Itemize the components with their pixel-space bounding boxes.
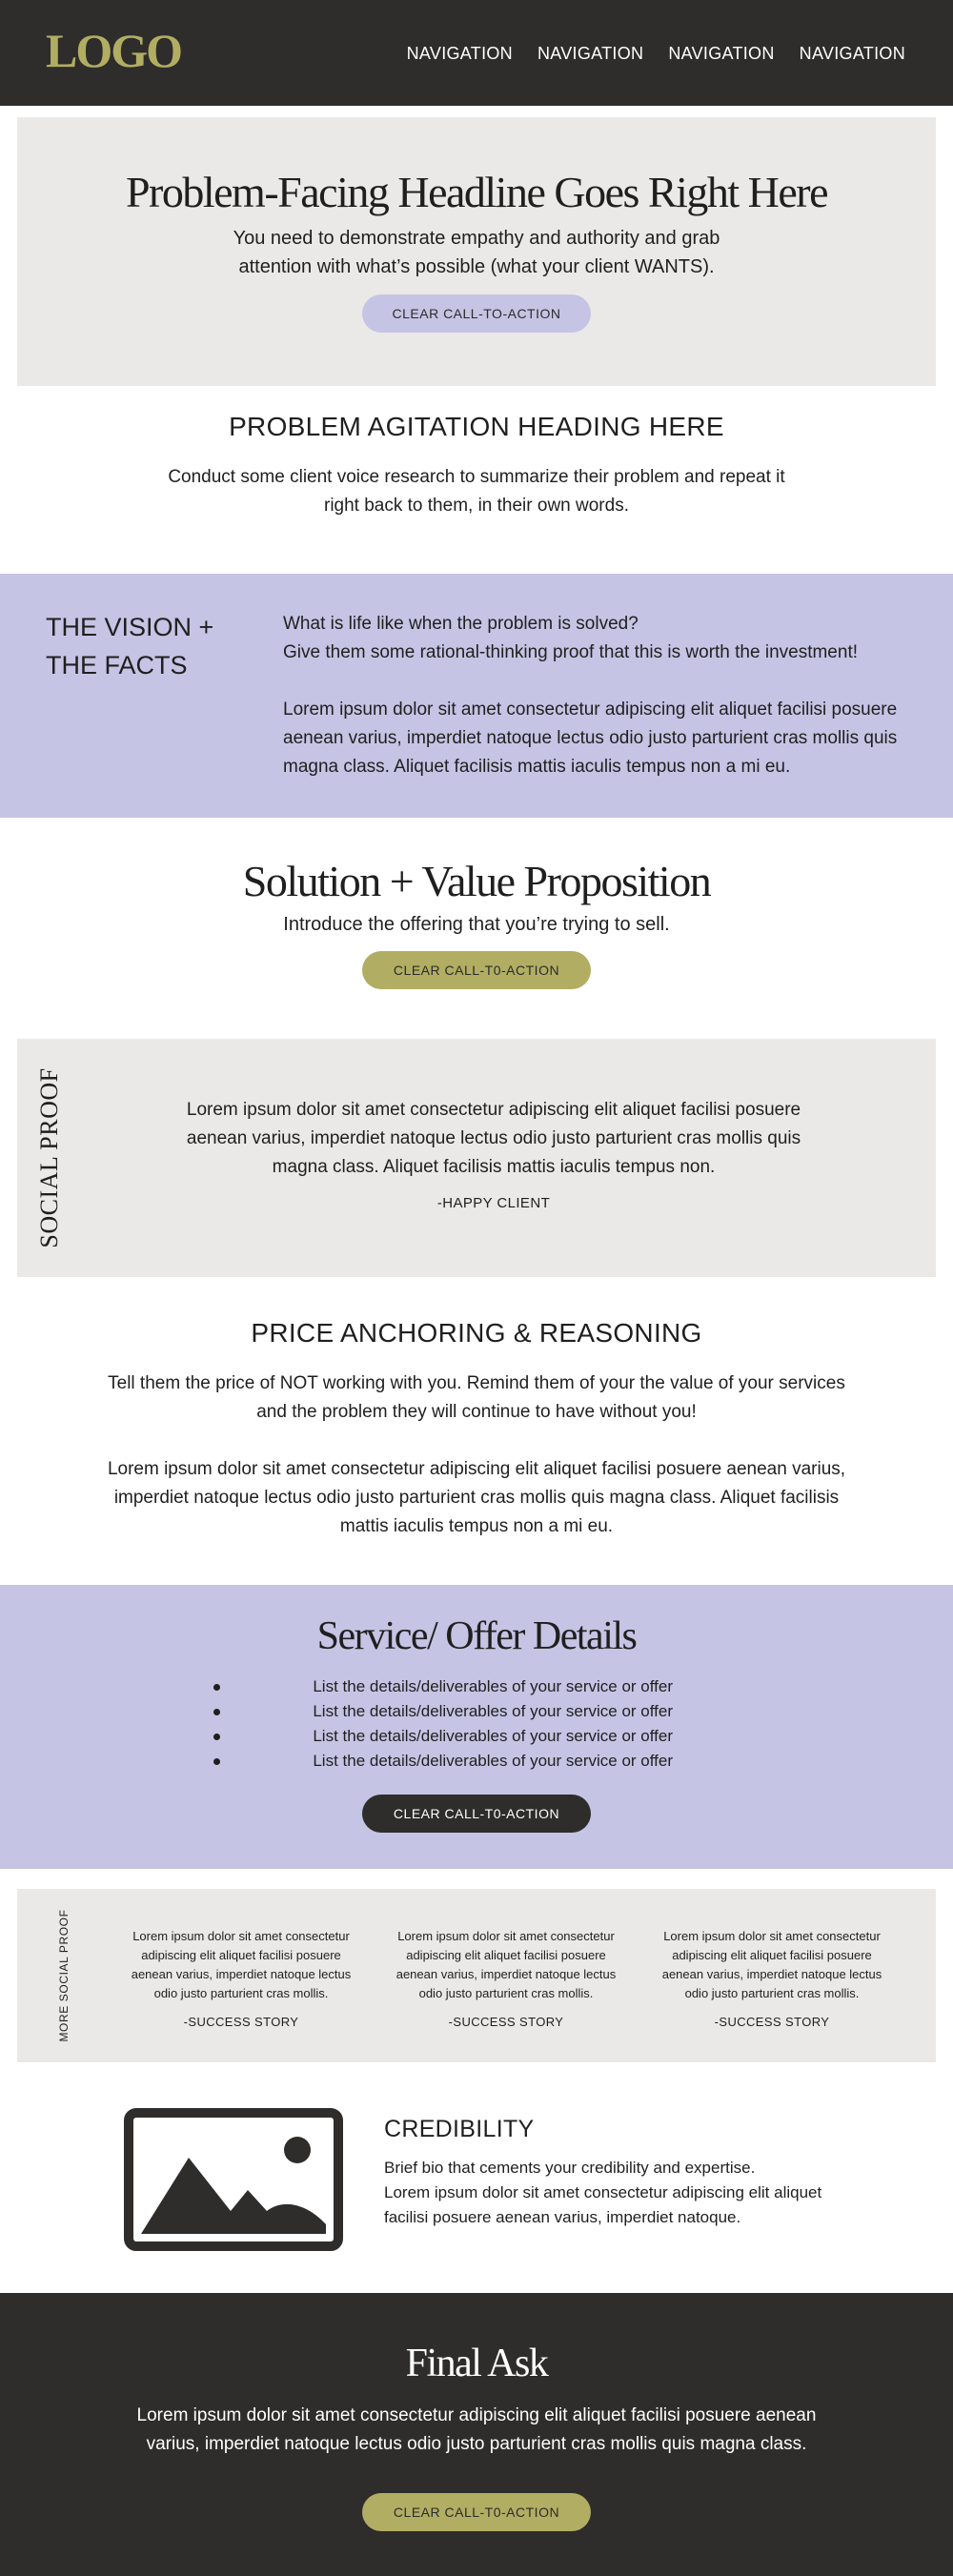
- main-navigation: [407, 44, 905, 64]
- hero-section: [17, 117, 936, 386]
- bullet-icon: [213, 1758, 220, 1765]
- service-list-item: [210, 1674, 743, 1699]
- vision-body: Lorem ipsum dolor sit amet consectetur adipiscing elit aliquet facilisi posuere aenean varius, imperdiet natoque lectus odio justo parturient cras mollis quis magna class. Aliquet facilisis mattis iaculis tempus non a mi eu.: [283, 700, 898, 777]
- hero-subtext: You need to demonstrate empathy and authority and grab attention with what’s possible (what your client WANTS).: [233, 228, 720, 277]
- more-social-proof-section: [17, 1889, 936, 2062]
- price-heading: PRICE ANCHORING & REASONING: [251, 1318, 702, 1348]
- social-proof-section: [17, 1039, 936, 1277]
- vision-heading: THE VISION + THE FACTS: [46, 613, 214, 679]
- final-cta-button[interactable]: CLEAR CALL-T0-ACTION: [362, 2493, 591, 2531]
- credibility-line-1: Brief bio that cements your credibility and expertise.: [384, 2159, 756, 2177]
- testimonial-quote: Lorem ipsum dolor sit amet consectetur adipiscing elit aliquet facilisi posuere aenean varius, imperdiet natoque lectus odio justo parturient cras mollis quis magna class. Aliquet facilisis mattis iaculis tempus non.: [186, 1100, 801, 1177]
- final-body: Lorem ipsum dolor sit amet consectetur adipiscing elit aliquet facilisi posuere aenean varius, imperdiet natoque lectus odio justo parturient cras mollis quis magna class.: [136, 2405, 817, 2454]
- bullet-icon: [213, 1709, 220, 1715]
- hero-cta-button[interactable]: CLEAR CALL-TO-ACTION: [362, 294, 591, 333]
- vision-line-1: What is life like when the problem is solved?: [283, 614, 639, 634]
- service-item-text: List the details/deliverables of your service or offer: [313, 1677, 673, 1695]
- image-placeholder-icon: [124, 2108, 343, 2251]
- testimonial-attribution: -HAPPY CLIENT: [436, 1195, 551, 1211]
- success-story-text: Lorem ipsum dolor sit amet consectetur adipiscing elit aliquet facilisi posuere aenean varius, imperdiet natoque lectus odio justo parturient cras mollis.: [131, 1929, 352, 2000]
- agitation-body: Conduct some client voice research to summarize their problem and repeat it right back to them, in their own words.: [168, 467, 785, 516]
- service-item-text: List the details/deliverables of your service or offer: [313, 1752, 673, 1770]
- final-heading: Final Ask: [405, 2342, 548, 2385]
- service-list-item: [210, 1724, 743, 1749]
- bullet-icon: [213, 1684, 220, 1691]
- success-story-text: Lorem ipsum dolor sit amet consectetur adipiscing elit aliquet facilisi posuere aenean varius, imperdiet natoque lectus odio justo parturient cras mollis.: [661, 1929, 882, 2000]
- solution-heading: Solution + Value Proposition: [242, 857, 711, 905]
- price-anchoring-section: [0, 1318, 953, 1541]
- nav-item[interactable]: NAVIGATION: [537, 44, 644, 63]
- price-body-1: Tell them the price of NOT working with you. Remind them of your the value of your services and the problem they will continue to have without you!: [108, 1373, 845, 1422]
- success-story: [127, 1927, 355, 2032]
- service-list-item: [210, 1749, 743, 1774]
- agitation-heading: PROBLEM AGITATION HEADING HERE: [229, 412, 724, 441]
- success-story-attribution: -SUCCESS STORY: [183, 2015, 299, 2029]
- final-ask-section: [0, 2293, 953, 2576]
- more-social-proof-label: MORE SOCIAL PROOF: [57, 1909, 71, 2042]
- success-story: [392, 1927, 620, 2032]
- credibility-body: [384, 2156, 861, 2230]
- success-story-attribution: -SUCCESS STORY: [448, 2015, 564, 2029]
- solution-cta-button[interactable]: CLEAR CALL-T0-ACTION: [362, 951, 591, 989]
- hero-headline: Problem-Facing Headline Goes Right Here: [125, 168, 828, 216]
- logo[interactable]: LOGO: [46, 24, 182, 77]
- nav-item[interactable]: NAVIGATION: [406, 44, 513, 63]
- vision-line-2: Give them some rational-thinking proof that this is worth the investment!: [283, 642, 858, 662]
- price-body-2: Lorem ipsum dolor sit amet consectetur adipiscing elit aliquet facilisi posuere aenean varius, imperdiet natoque lectus odio justo parturient cras mollis quis magna class. Aliquet facilisis mattis iaculis tempus non a mi eu.: [107, 1459, 846, 1536]
- success-story-text: Lorem ipsum dolor sit amet consectetur adipiscing elit aliquet facilisi posuere aenean varius, imperdiet natoque lectus odio justo parturient cras mollis.: [395, 1929, 617, 2000]
- service-heading: Service/ Offer Details: [316, 1614, 637, 1658]
- vision-intro: [283, 610, 912, 667]
- service-list: [210, 1674, 743, 1774]
- problem-agitation-section: [0, 412, 953, 520]
- service-details-section: [0, 1585, 953, 1869]
- vision-section: [0, 574, 953, 818]
- solution-section: [0, 856, 953, 989]
- service-item-text: List the details/deliverables of your service or offer: [313, 1702, 673, 1720]
- success-story: [658, 1927, 886, 2032]
- success-story-attribution: -SUCCESS STORY: [714, 2015, 830, 2029]
- social-proof-label: SOCIAL PROOF: [35, 1067, 63, 1248]
- credibility-heading: CREDIBILITY: [384, 2116, 535, 2142]
- service-list-item: [210, 1699, 743, 1724]
- credibility-bio: Lorem ipsum dolor sit amet consectetur adipiscing elit aliquet facilisi posuere aenean varius, imperdiet natoque.: [384, 2183, 822, 2226]
- site-header: [0, 0, 953, 106]
- solution-subtext: Introduce the offering that you’re trying to sell.: [283, 914, 670, 935]
- nav-item[interactable]: NAVIGATION: [668, 44, 775, 63]
- bullet-icon: [213, 1734, 220, 1740]
- nav-item[interactable]: NAVIGATION: [799, 44, 905, 63]
- service-cta-button[interactable]: CLEAR CALL-T0-ACTION: [362, 1795, 591, 1833]
- service-item-text: List the details/deliverables of your service or offer: [313, 1727, 673, 1745]
